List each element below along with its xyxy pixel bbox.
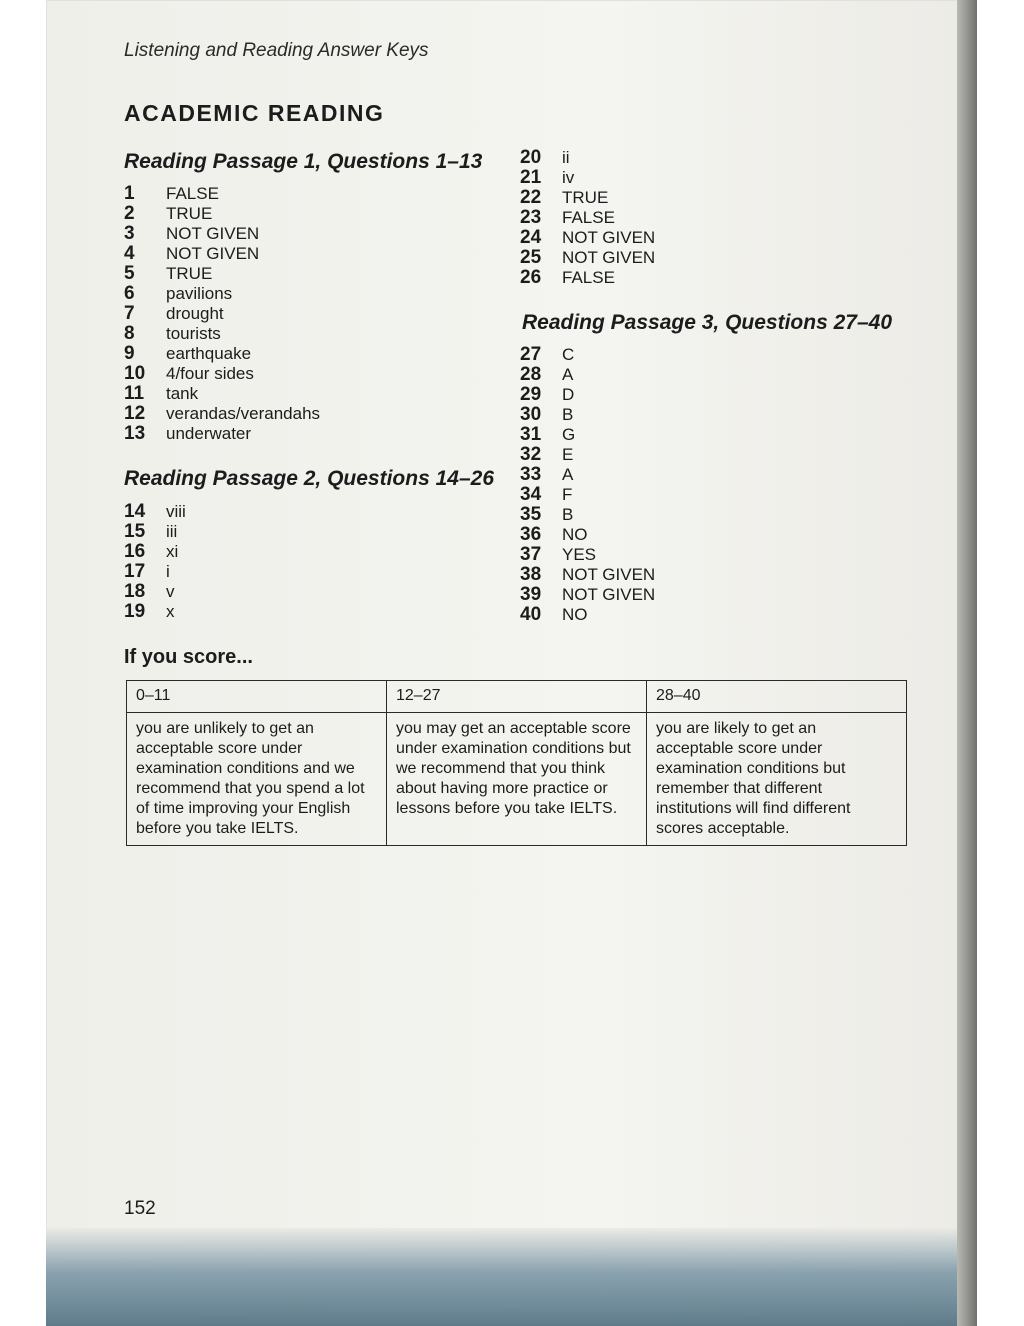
question-number: 33 [520,464,542,485]
question-number: 39 [520,584,542,605]
question-number: 17 [124,561,146,582]
question-number: 5 [124,263,135,284]
question-number: 24 [520,227,542,248]
answer-text: E [562,445,574,464]
question-number: 9 [124,343,135,364]
question-number: 1 [124,183,135,204]
score-heading: If you score... [124,646,253,668]
answer-row [124,204,320,224]
answer-text: iv [562,168,575,187]
score-table-header-row [127,681,907,713]
passage2-answer-list-a [124,502,186,622]
answer-row [520,525,655,545]
answer-text: x [166,602,175,621]
answer-text: FALSE [562,208,615,227]
answer-text: tank [166,384,199,403]
answer-text: NO [562,605,588,624]
answer-text: xi [166,542,179,561]
answer-row [124,244,320,264]
answer-text: FALSE [562,268,615,287]
score-description-cell: you are likely to get an acceptable score under examination conditions but remember that different institutions will find different scores acceptable. [647,713,907,846]
answer-text: 4/four sides [166,364,254,383]
answer-text: NOT GIVEN [562,228,656,247]
answer-row [124,542,186,562]
answer-text: ii [562,148,570,167]
question-number: 26 [520,267,542,288]
passage2-answer-list-b [520,148,655,288]
answer-row [124,404,320,424]
answer-text: B [562,405,574,424]
question-number: 11 [124,383,145,404]
answer-text: D [562,385,575,404]
question-number: 38 [520,564,542,585]
answer-row [124,562,186,582]
answer-row [520,208,655,228]
answer-text: FALSE [166,184,219,203]
answer-row [520,545,655,565]
score-description-cell: you may get an acceptable score under examination conditions but we recommend that you think about having more practice or lessons before you take IELTS. [387,713,647,846]
question-number: 21 [520,167,542,188]
question-number: 25 [520,247,542,268]
question-number: 20 [520,147,542,168]
passage1-title: Reading Passage 1, Questions 1–13 [124,150,483,173]
answer-text: drought [166,304,224,323]
answer-row [520,228,655,248]
answer-row [124,184,320,204]
answer-text: NOT GIVEN [562,248,656,267]
question-number: 34 [520,484,542,505]
answer-row [520,365,655,385]
question-number: 16 [124,541,146,562]
question-number: 35 [520,504,542,525]
answer-row [520,248,655,268]
answer-text: YES [562,545,597,564]
scan-bottom-shadow [46,1228,976,1326]
answer-text: verandas/verandahs [166,404,321,423]
question-number: 10 [124,363,146,384]
answer-row [520,445,655,465]
answer-row [124,324,320,344]
score-range-cell: 28–40 [647,681,907,713]
answer-text: pavilions [166,284,233,303]
answer-text: v [166,582,175,601]
question-number: 31 [520,424,542,445]
answer-text: F [562,485,573,504]
question-number: 12 [124,403,146,424]
answer-text: G [562,425,576,444]
question-number: 15 [124,521,146,542]
answer-text: tourists [166,324,221,343]
score-table-description-row [127,713,907,846]
answer-row [520,188,655,208]
question-number: 22 [520,187,542,208]
answer-text: NOT GIVEN [562,585,656,604]
answer-row [520,405,655,425]
answer-text: TRUE [562,188,609,207]
answer-row [124,602,186,622]
answer-row [520,485,655,505]
answer-row [520,565,655,585]
answer-text: earthquake [166,344,252,363]
answer-text: C [562,345,575,364]
answer-row [520,425,655,445]
answer-row [124,522,186,542]
score-table [126,680,907,846]
question-number: 36 [520,524,542,545]
answer-row [124,424,320,444]
question-number: 4 [124,243,135,264]
passage2-title: Reading Passage 2, Questions 14–26 [124,467,495,490]
scan-page-edge [957,0,977,1326]
score-range-cell: 12–27 [387,681,647,713]
answer-text: i [166,562,170,581]
answer-row [124,384,320,404]
answer-text: viii [166,502,186,521]
question-number: 14 [124,501,146,522]
answer-row [520,505,655,525]
running-head: Listening and Reading Answer Keys [124,40,429,61]
question-number: 7 [124,303,135,324]
question-number: 23 [520,207,542,228]
answer-row [520,465,655,485]
question-number: 6 [124,283,135,304]
question-number: 40 [520,604,542,625]
answer-text: TRUE [166,204,213,223]
answer-text: A [562,365,574,384]
answer-row [520,585,655,605]
answer-row [520,385,655,405]
answer-row [520,605,655,625]
answer-row [124,304,320,324]
question-number: 32 [520,444,542,465]
question-number: 3 [124,223,135,244]
answer-row [124,344,320,364]
question-number: 30 [520,404,542,425]
score-range-cell: 0–11 [127,681,387,713]
passage3-answer-list [520,345,655,625]
answer-text: A [562,465,574,484]
answer-text: NOT GIVEN [562,565,656,584]
answer-row [124,502,186,522]
section-title: ACADEMIC READING [124,100,385,126]
answer-text: underwater [166,424,252,443]
answer-text: NO [562,525,588,544]
question-number: 8 [124,323,135,344]
answer-row [520,268,655,288]
answer-text: NOT GIVEN [166,224,260,243]
question-number: 28 [520,364,542,385]
answer-row [124,364,320,384]
answer-text: iii [166,522,178,541]
question-number: 18 [124,581,146,602]
answer-row [124,582,186,602]
score-description-cell: you are unlikely to get an acceptable score under examination conditions and we recommend that you spend a lot of time improving your English before you take IELTS. [127,713,387,846]
answer-text: NOT GIVEN [166,244,260,263]
question-number: 37 [520,544,542,565]
question-number: 27 [520,344,542,365]
question-number: 29 [520,384,542,405]
answer-text: TRUE [166,264,213,283]
answer-row [124,264,320,284]
answer-row [124,284,320,304]
passage3-title: Reading Passage 3, Questions 27–40 [522,311,893,334]
passage1-answer-list [124,184,320,444]
question-number: 19 [124,601,146,622]
answer-row [520,168,655,188]
question-number: 2 [124,203,135,224]
page-number: 152 [124,1198,156,1219]
question-number: 13 [124,423,146,444]
answer-row [520,148,655,168]
answer-row [124,224,320,244]
answer-text: B [562,505,574,524]
answer-row [520,345,655,365]
